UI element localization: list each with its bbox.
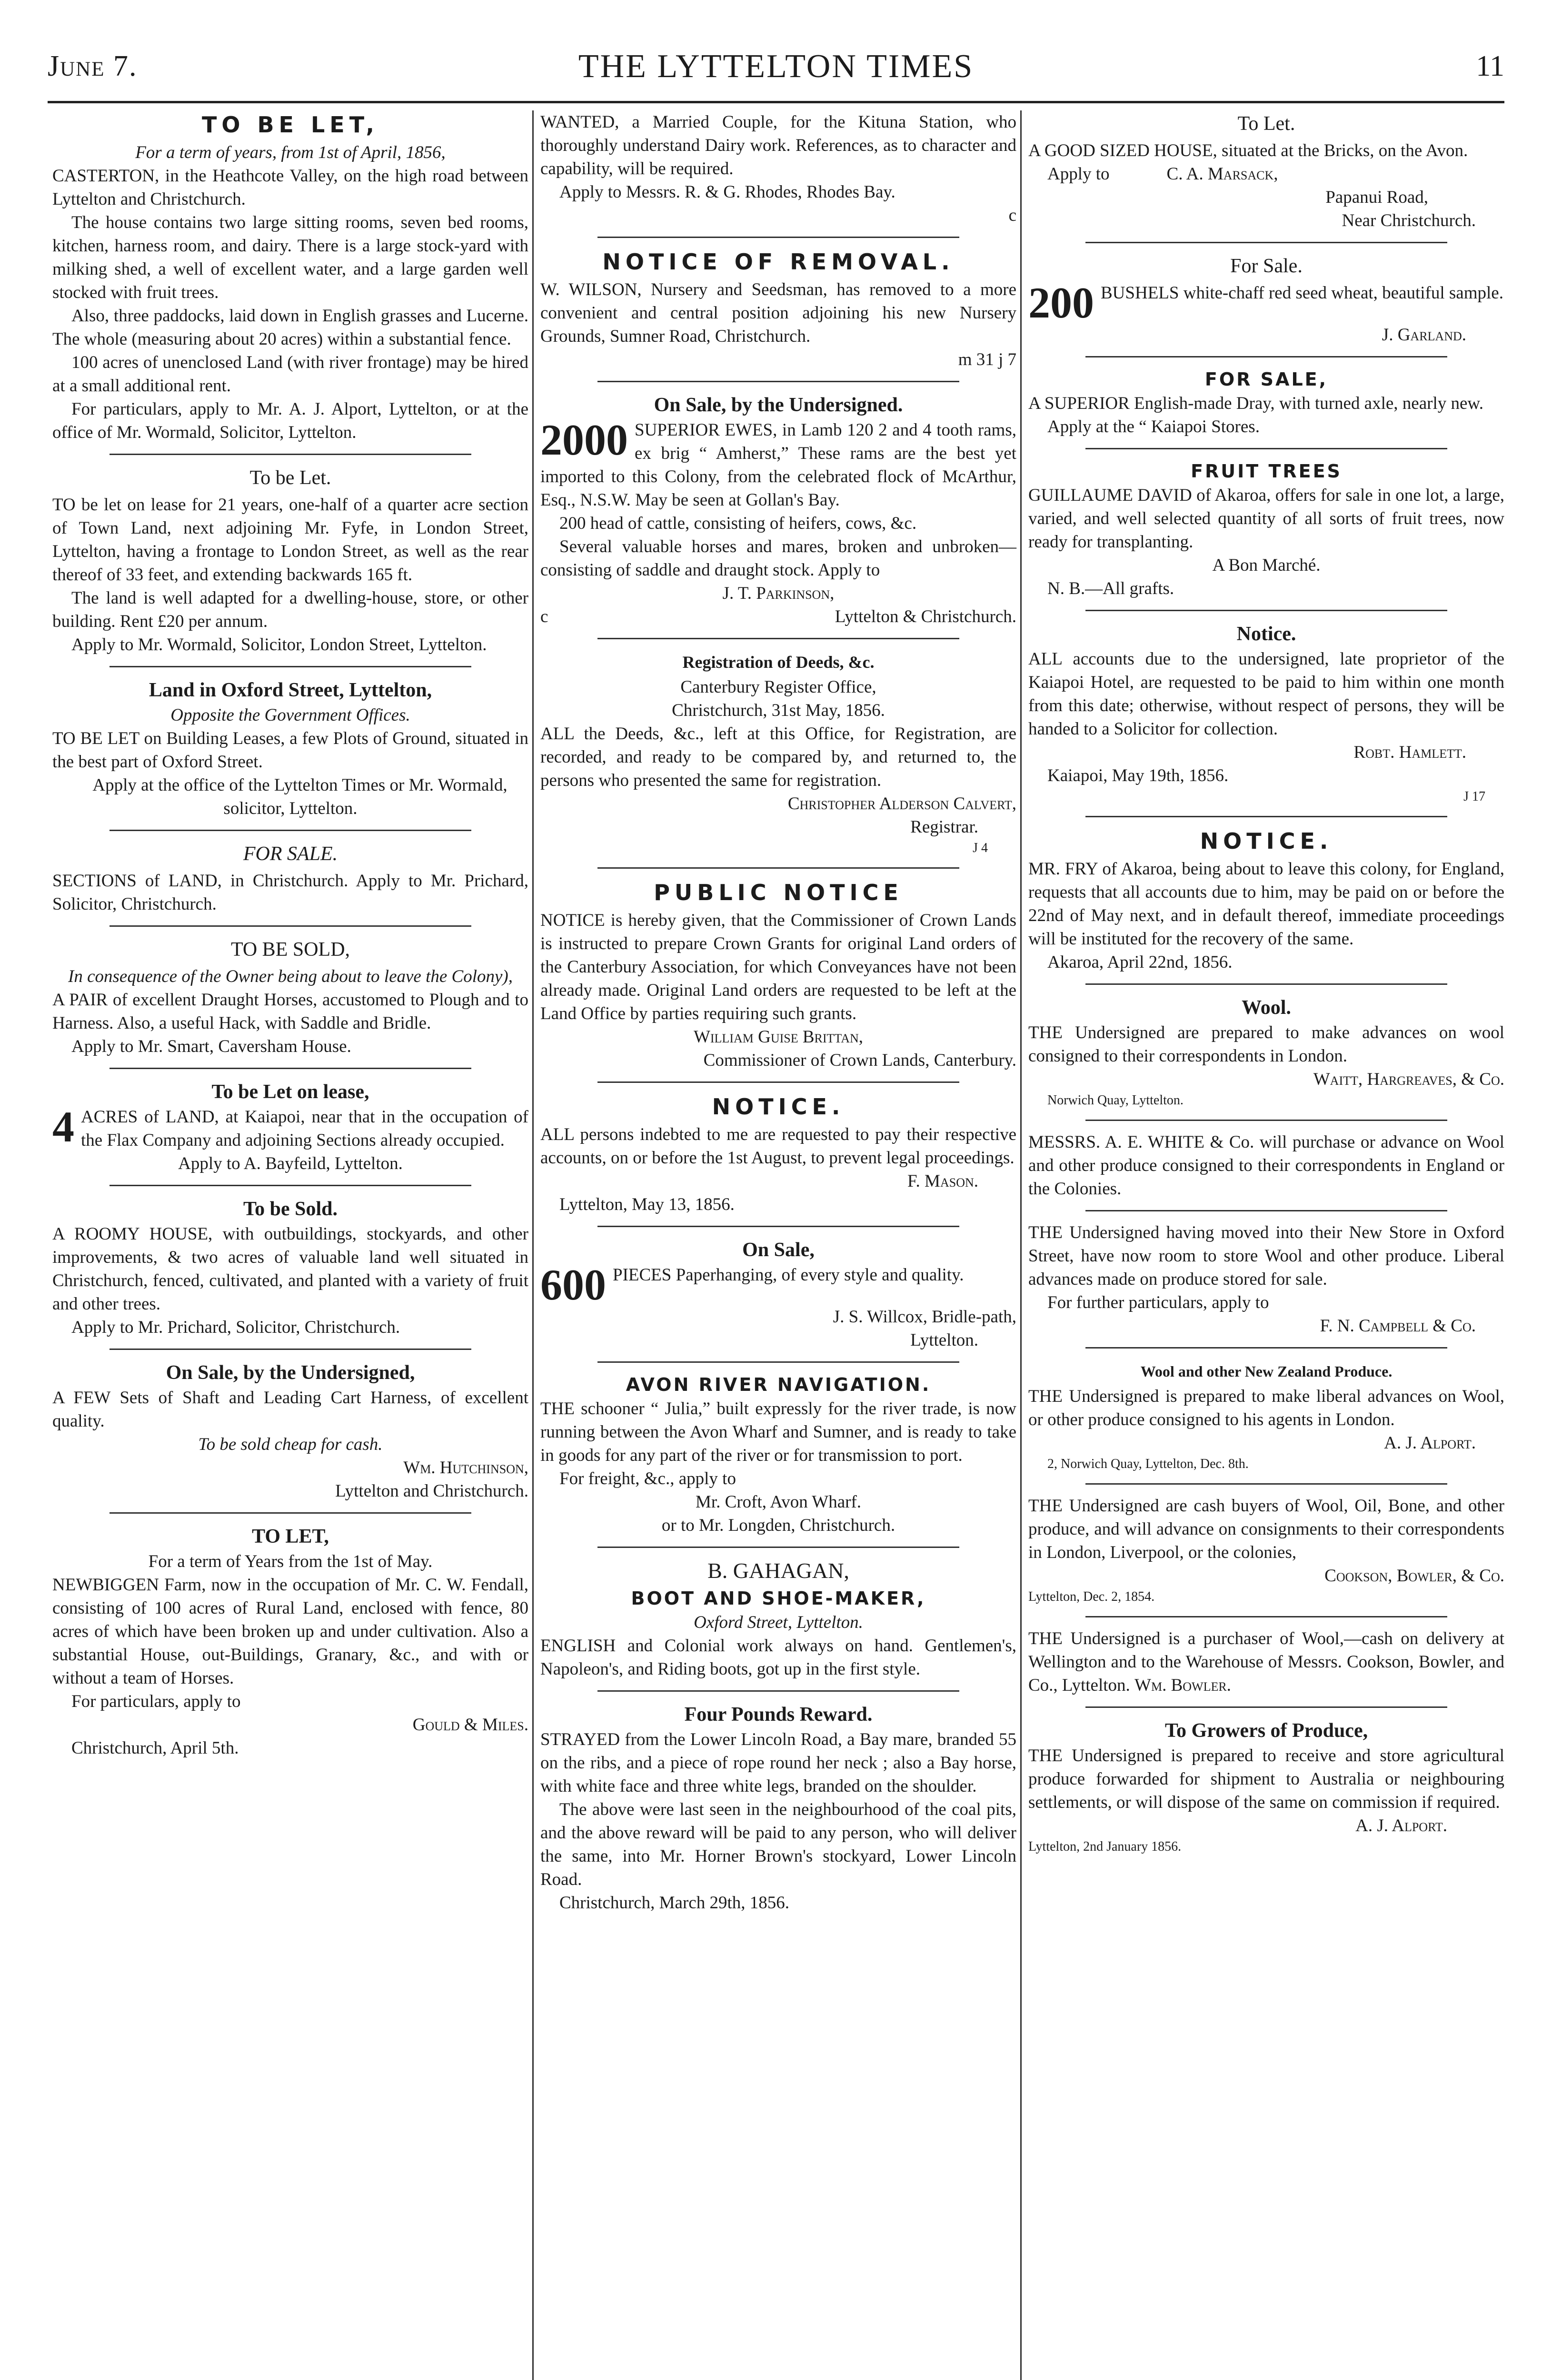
ad-white-and-co [1028, 1130, 1504, 1200]
ad-signature: Lyttelton and Christchurch. [335, 1481, 528, 1501]
ad-lead [1028, 1627, 1504, 1697]
ad-heading: Registration of Deeds, &c. [682, 653, 875, 672]
ad-large-number: 600 [540, 1260, 606, 1309]
ad-lead: A ROOMY HOUSE, with outbuildings, stockyards, and other improvements, & two acres of valuable land well situated in Christchurch, fenced, cultivated, and planted with a variety of fruit and other trees. [52, 1224, 528, 1314]
ad-subheading: For a term of Years from the 1st of May. [148, 1552, 433, 1571]
ad-lead: THE Undersigned having moved into their New Store in Oxford Street, have now room to store Wool and other produce. Liberal advances made on produce stored for sale. [1028, 1223, 1504, 1289]
ad-subheading: Opposite the Government Offices. [170, 705, 410, 725]
ad-paragraph: For particulars, apply to Mr. A. J. Alport, Lyttelton, or at the office of Mr. Wormald, Solicitor, Lyttelton. [52, 399, 528, 442]
ad-heading: To be Let. [249, 467, 331, 489]
ad-town-land-lease [52, 465, 528, 656]
ad-divider [1085, 816, 1447, 817]
ad-date: Christchurch, March 29th, 1856. [559, 1893, 789, 1913]
ad-newbiggen-farm [52, 1523, 528, 1760]
ad-address: Lyttelton, 2nd January 1856. [1028, 1839, 1182, 1854]
ad-signature: C. A. Marsack, [1166, 164, 1278, 184]
ad-roomy-house [52, 1196, 528, 1339]
ad-heading: BOOT AND SHOE-MAKER, [631, 1588, 926, 1609]
ad-signature: Mr. Croft, Avon Wharf. [695, 1492, 862, 1512]
ad-subheading: In consequence of the Owner being about to leave the Colony), [68, 967, 513, 986]
ad-divider [597, 1081, 959, 1083]
ad-divider [109, 1512, 471, 1514]
ad-subheading: For a term of years, from 1st of April, 1856, [135, 143, 446, 162]
ad-cookson-bowler [1028, 1494, 1504, 1606]
ad-lead: THE Undersigned is prepared to receive and store agricultural produce forwarded for shipment to Australia or neighbouring settlements, or will dispose of the same on commission if required. [1028, 1746, 1504, 1812]
ad-divider [109, 925, 471, 927]
ad-signature: A. J. Alport. [1355, 1816, 1447, 1835]
ad-paragraph-text: Apply to [1047, 164, 1110, 184]
ad-divider [597, 381, 959, 382]
ad-heading: Land in Oxford Street, Lyttelton, [149, 679, 432, 701]
ad-paragraph: The above were last seen in the neighbourhood of the coal pits, and the above reward will be paid to any person, who will deliver the same, into Mr. Horner Brown's stockyard, Lower Lincoln Road. [540, 1800, 1016, 1889]
ad-lead: STRAYED from the Lower Lincoln Road, a Bay mare, branded 55 on the ribs, and a piece of rope round her neck ; also a Bay horse, with white face and three white legs, branded on the shoulder. [540, 1730, 1016, 1796]
ad-paragraph: 100 acres of unenclosed Land (with river frontage) may be hired at a small additional rent. [52, 353, 528, 396]
ad-signature: or to Mr. Longden, Christchurch. [661, 1516, 895, 1535]
ad-divider [597, 237, 959, 238]
ad-divider [597, 1361, 959, 1363]
ad-signature: J. Garland. [1382, 325, 1466, 345]
ad-lead: CASTERTON, in the Heathcote Valley, on the high road between Lyttelton and Christchurch. [52, 166, 528, 209]
ad-heading: NOTICE. [712, 1094, 845, 1120]
ad-large-number: 200 [1028, 278, 1094, 327]
ad-date: Kaiapoi, May 19th, 1856. [1047, 766, 1229, 785]
ad-heading: FOR SALE. [243, 843, 338, 865]
ad-registration-of-deeds [540, 649, 1016, 858]
ad-divider [1085, 1706, 1447, 1708]
ad-paragraph: The land is well adapted for a dwelling-house, store, or other building. Rent £20 per annum. [52, 588, 528, 631]
ad-draught-horses [52, 936, 528, 1058]
column-divider-2 [1020, 110, 1022, 2380]
ad-subheading: Canterbury Register Office, [680, 677, 876, 697]
ad-paragraph: The house contains two large sitting rooms, seven bed rooms, kitchen, harness room, and dairy. There is a large stock-yard with milking shed, a well of excellent water, and a large garden well stocked with fruit trees. [52, 213, 528, 302]
ad-code: m 31 j 7 [958, 350, 1016, 369]
ad-divider [597, 1547, 959, 1548]
ad-lead: BUSHELS white-chaff red seed wheat, beautiful sample. [1101, 283, 1503, 303]
ad-heading: On Sale, by the Undersigned. [654, 394, 903, 416]
ad-casterton [52, 110, 528, 444]
ad-signature: F. Mason. [907, 1171, 978, 1191]
ad-date: Akaroa, April 22nd, 1856. [1047, 952, 1233, 972]
ad-date: Lyttelton, May 13, 1856. [559, 1195, 735, 1214]
ad-notice-fry [1028, 827, 1504, 974]
ad-divider [109, 1068, 471, 1069]
column-2 [540, 110, 1016, 2380]
ad-lead: ALL the Deeds, &c., left at this Office, for Registration, are recorded, and ready to be compared by, and returned to, the persons who presented the same for registration. [540, 724, 1016, 790]
ad-dray-for-sale [1028, 367, 1504, 438]
ad-nz-produce-alport [1028, 1358, 1504, 1474]
ad-signature: Wm. Hutchinson, [403, 1458, 528, 1478]
ad-large-number: 4 [52, 1102, 74, 1151]
ad-code-mark: c [540, 607, 548, 626]
ad-heading: For Sale. [1230, 255, 1303, 277]
ad-paperhanging [540, 1237, 1016, 1352]
ad-lead: ACRES of LAND, at Kaiapoi, near that in the occupation of the Flax Company and adjoining Sections already occupied. [81, 1107, 528, 1150]
ad-lead: A FEW Sets of Shaft and Leading Cart Harness, of excellent quality. [52, 1388, 528, 1431]
ad-lead: GUILLAUME DAVID of Akaroa, offers for sale in one lot, a large, varied, and well selected quantity of all sorts of fruit trees, now ready for transplanting. [1028, 486, 1504, 552]
ad-paragraph: Apply at the office of the Lyttelton Times or Mr. Wormald, solicitor, Lyttelton. [92, 775, 507, 818]
ad-paragraph: For further particulars, apply to [1047, 1293, 1269, 1312]
ad-divider [1085, 1210, 1447, 1211]
ad-oxford-street [52, 677, 528, 820]
ad-divider [109, 454, 471, 455]
ad-divider [109, 1185, 471, 1186]
ad-kaiapoi-hotel-notice [1028, 621, 1504, 806]
ad-paragraph: Apply to Messrs. R. & G. Rhodes, Rhodes Bay. [559, 182, 895, 202]
ad-signature: Commissioner of Crown Lands, Canterbury. [703, 1051, 1016, 1070]
ad-signature: Lyttelton & Christchurch. [835, 607, 1016, 626]
ad-paragraph: Several valuable horses and mares, broken and unbroken—consisting of saddle and draught stock. Apply to [540, 537, 1016, 580]
ad-heading: NOTICE. [1200, 828, 1333, 854]
ad-heading: TO BE SOLD, [230, 939, 350, 961]
ad-divider [1085, 1616, 1447, 1617]
ad-lead: MESSRS. A. E. WHITE & Co. will purchase or advance on Wool and other produce consigned to their correspondents in England or the Colonies. [1028, 1132, 1504, 1199]
ad-paragraph: Apply to Mr. Prichard, Solicitor, Christchurch. [71, 1318, 400, 1337]
ad-signature: Cookson, Bowler, & Co. [1324, 1566, 1504, 1586]
ad-heading: B. GAHAGAN, [707, 1558, 849, 1583]
newspaper-title: THE LYTTELTON TIMES [578, 48, 974, 85]
ad-lead: THE Undersigned is prepared to make liberal advances on Wool, or other produce consigned to his agents in London. [1028, 1387, 1504, 1429]
ad-paragraph: Apply to A. Bayfeild, Lyttelton. [178, 1154, 403, 1173]
ad-cart-harness [52, 1359, 528, 1503]
ad-fruit-trees [1028, 459, 1504, 600]
ad-code: J 17 [1463, 789, 1485, 804]
ad-heading: AVON RIVER NAVIGATION. [626, 1374, 931, 1395]
ad-signature: J. T. Parkinson, [722, 584, 835, 603]
masthead [48, 43, 1504, 105]
ad-paragraph: Apply to Mr. Wormald, Solicitor, London Street, Lyttelton. [71, 635, 487, 654]
ad-lead: ALL accounts due to the undersigned, late proprietor of the Kaiapoi Hotel, are requested to be paid to him within one month from this date; otherwise, without respect of persons, they will be handed to a Solicitor for collection. [1028, 649, 1504, 739]
ad-lead: THE schooner “ Julia,” built expressly for the river trade, is now running between the Avon Wharf and Sumner, and is ready to take in goods for any part of the river or for transmission to port. [540, 1399, 1016, 1465]
ad-lead: A GOOD SIZED HOUSE, situated at the Bricks, on the Avon. [1028, 141, 1468, 160]
ad-signature: J. S. Willcox, Bridle-path, [833, 1307, 1016, 1327]
ad-lead: MR. FRY of Akaroa, being about to leave this colony, for England, requests that all accounts due to him, may be paid on or before the 22nd of May next, and in default thereof, immediate proceedings will be instituted for the recovery of the same. [1028, 859, 1504, 949]
ad-heading: FRUIT TREES [1191, 461, 1342, 482]
ad-new-store-oxford [1028, 1221, 1504, 1338]
issue-date: June 7. [48, 50, 138, 82]
ad-heading: Wool. [1242, 997, 1291, 1019]
ad-heading: PUBLIC NOTICE [654, 880, 903, 905]
ad-subheading: Oxford Street, Lyttelton. [694, 1613, 863, 1632]
column-divider-1 [532, 110, 534, 2380]
ad-lead: A SUPERIOR English-made Dray, with turned axle, nearly new. [1028, 394, 1483, 413]
ad-divider [1085, 356, 1447, 357]
ad-lead-text: THE Undersigned is a purchaser of Wool,—cash on delivery at Wellington and to the Warehouse of Messrs. Cookson, Bowler, and Co., Lyttelton. [1028, 1629, 1504, 1695]
ad-wool-advances [1028, 994, 1504, 1110]
ad-paragraph: For freight, &c., apply to [559, 1469, 736, 1488]
ad-divider [597, 1690, 959, 1692]
ad-heading: TO BE LET, [201, 112, 379, 138]
ad-avon-river-navigation [540, 1372, 1016, 1537]
column-1 [52, 110, 528, 2380]
ad-divider [1085, 610, 1447, 611]
ad-paragraph: Apply at the “ Kaiapoi Stores. [1047, 417, 1260, 436]
ad-lead: TO BE LET on Building Leases, a few Plots of Ground, situated in the best part of Oxford Street. [52, 729, 528, 772]
masthead-rule [48, 101, 1504, 103]
ad-divider [1085, 1120, 1447, 1121]
ad-lead: PIECES Paperhanging, of every style and quality. [613, 1265, 964, 1285]
ad-lead: SUPERIOR EWES, in Lamb 120 2 and 4 tooth rams, ex brig “ Amherst,” These rams are the best yet imported to this Colony, from the celebrated flock of McArthur, Esq., N.S.W. May be seen at Gollan's Bay. [540, 420, 1016, 510]
ad-paragraph: For particulars, apply to [71, 1692, 241, 1711]
ad-heading: Wool and other New Zealand Produce. [1140, 1363, 1393, 1380]
ad-signature: Registrar. [910, 817, 978, 837]
ad-divider [109, 666, 471, 667]
ad-divider [597, 1226, 959, 1227]
ad-signature: Lyttelton. [910, 1330, 978, 1350]
ad-lead: SECTIONS of LAND, in Christchurch. Apply to Mr. Prichard, Solicitor, Christchurch. [52, 871, 528, 914]
ad-signature: A Bon Marché. [1212, 555, 1321, 575]
ad-heading: NOTICE OF REMOVAL. [602, 249, 955, 275]
ad-lead: A PAIR of excellent Draught Horses, accustomed to Plough and to Harness. Also, a useful Hack, with Saddle and Bridle. [52, 990, 528, 1033]
ad-signature: A. J. Alport. [1384, 1433, 1476, 1453]
ad-code [540, 605, 1016, 628]
ad-paragraph: Apply to Mr. Smart, Caversham House. [71, 1037, 351, 1056]
ad-kaiapoi-acres [52, 1079, 528, 1175]
ad-heading: TO LET, [252, 1526, 329, 1547]
ad-subheading: To be sold cheap for cash. [198, 1435, 383, 1454]
ad-heading: To be Let on lease, [211, 1081, 369, 1103]
ad-divider [1085, 242, 1447, 243]
ad-divider [1085, 983, 1447, 985]
ad-lead: W. WILSON, Nursery and Seedsman, has removed to a more convenient and central position adjoining his new Nursery Grounds, Sumner Road, Christchurch. [540, 280, 1016, 346]
ad-signature: Waitt, Hargreaves, & Co. [1313, 1070, 1504, 1089]
ad-paragraph: 200 head of cattle, consisting of heifers, cows, &c. [559, 514, 917, 533]
ad-heading: To be Sold. [243, 1198, 338, 1220]
ad-married-couple [540, 110, 1016, 227]
ad-subheading: Christchurch, 31st May, 1856. [672, 701, 885, 720]
ad-boot-shoemaker [540, 1557, 1016, 1681]
ad-wool-purchaser [1028, 1627, 1504, 1697]
ad-lead: NOTICE is hereby given, that the Commissioner of Crown Lands is instructed to prepare Crown Grants for original Land orders of the Canterbury Association, for which Conveyances have not been already made. Original Land orders are requested to be left at the Land Office by parties requiring such grants. [540, 911, 1016, 1023]
ad-signature: F. N. Campbell & Co. [1320, 1316, 1476, 1336]
ad-address: Norwich Quay, Lyttelton. [1047, 1093, 1184, 1108]
ad-sections-for-sale [52, 841, 528, 916]
ad-address: Lyttelton, Dec. 2, 1854. [1028, 1589, 1155, 1604]
ad-lead: THE Undersigned are cash buyers of Wool, Oil, Bone, and other produce, and will advance on consignments to their correspondents in London, Liverpool, or the colonies, [1028, 1496, 1504, 1562]
ad-heading: FOR SALE, [1204, 369, 1328, 390]
ad-heading: To Growers of Produce, [1164, 1720, 1368, 1742]
ad-large-number: 2000 [540, 416, 628, 464]
ad-heading: Four Pounds Reward. [684, 1704, 873, 1726]
ad-signature: Robt. Hamlett. [1353, 743, 1466, 762]
ad-divider [1085, 1483, 1447, 1485]
ad-paragraph [1028, 162, 1504, 186]
ad-growers-of-produce [1028, 1717, 1504, 1856]
ad-lead: ALL persons indebted to me are requested to pay their respective accounts, on or before the 1st August, to prevent legal proceedings. [540, 1125, 1016, 1168]
ad-signature: Wm. Bowler. [1134, 1676, 1231, 1695]
ad-lead: ENGLISH and Colonial work always on hand. Gentlemen's, Napoleon's, and Riding boots, got up in the first style. [540, 1636, 1016, 1679]
ad-heading: Notice. [1236, 623, 1296, 645]
ad-divider [109, 830, 471, 831]
ad-signature: Near Christchurch. [1342, 211, 1476, 230]
ad-signature: Gould & Miles. [412, 1715, 528, 1735]
ad-lead: NEWBIGGEN Farm, now in the occupation of Mr. C. W. Fendall, consisting of 100 acres of Rural Land, enclosed with fence, 80 acres of which have been broken up and under cultivation. Also a substantial House, out-Buildings, Granary, &c., and with or without a team of Horses. [52, 1575, 528, 1688]
page-number: 11 [1476, 50, 1504, 82]
ad-seed-wheat [1028, 253, 1504, 347]
ad-divider [1085, 448, 1447, 449]
ad-public-notice [540, 878, 1016, 1072]
ad-divider [597, 638, 959, 639]
ad-lead: TO be let on lease for 21 years, one-half of a quarter acre section of Town Land, next adjoining Mr. Fyfe, in London Street, Lyttelton, having a frontage to London Street, as well as the rear thereof of 33 feet, and extending backwards 165 ft. [52, 495, 528, 585]
ad-signature: William Guise Brittan, [693, 1027, 864, 1047]
ad-heading: On Sale, [742, 1239, 815, 1261]
ad-lead: THE Undersigned are prepared to make advances on wool consigned to their correspondents in London. [1028, 1023, 1504, 1066]
ad-heading: To Let. [1237, 113, 1295, 135]
ad-code: c [1008, 206, 1016, 225]
ad-date: Christchurch, April 5th. [71, 1738, 239, 1758]
ad-signature: Christopher Alderson Calvert, [787, 794, 1016, 813]
ad-divider [109, 1349, 471, 1350]
ad-divider [1085, 1347, 1447, 1349]
ad-paragraph: N. B.—All grafts. [1047, 579, 1174, 598]
ad-code: J 4 [973, 841, 988, 855]
ad-notice-mason [540, 1092, 1016, 1216]
ad-address: 2, Norwich Quay, Lyttelton, Dec. 8th. [1047, 1457, 1249, 1471]
ad-notice-of-removal [540, 248, 1016, 371]
ad-to-let-house [1028, 110, 1504, 232]
ad-four-pounds-reward [540, 1701, 1016, 1914]
ad-lead: WANTED, a Married Couple, for the Kituna Station, who thoroughly understand Dairy work. References, as to character and capability, will be required. [540, 112, 1016, 178]
ad-signature: Papanui Road, [1325, 188, 1428, 207]
ad-heading: On Sale, by the Undersigned, [166, 1362, 415, 1384]
column-3 [1028, 110, 1504, 2380]
ad-superior-ewes [540, 392, 1016, 628]
ad-paragraph: Also, three paddocks, laid down in English grasses and Lucerne. The whole (measuring about 20 acres) within a substantial fence. [52, 306, 528, 349]
ad-divider [597, 867, 959, 869]
